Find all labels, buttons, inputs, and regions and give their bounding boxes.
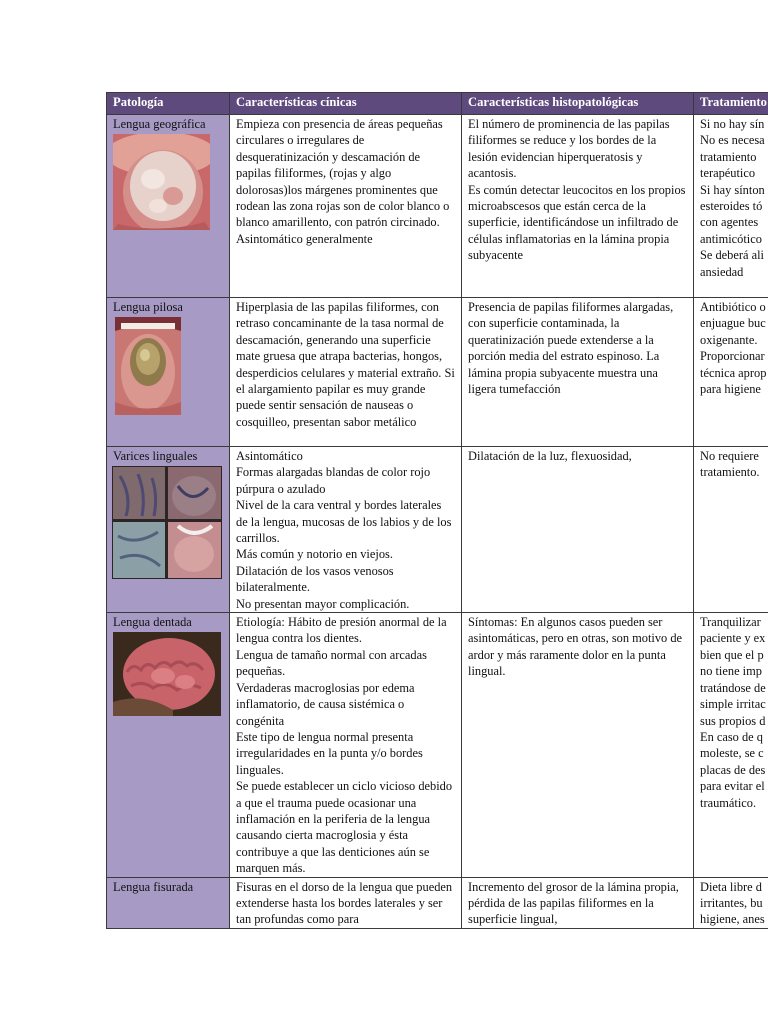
clinical-cell: Asintomático Formas alargadas blandas de color rojo púrpura o azulado Nivel de la cara ventral y bordes laterales de la lengua, mucosas de los labios y de los carrillos. Más común y notorio en viejos. Dilatación de los vasos venosos bilateralmente. No presentan mayor complicación. xyxy=(230,447,462,613)
clinical-cell: Hiperplasia de las papilas filiformes, con retraso concaminante de la tasa normal de descamación, generando una superficie mate gruesa que atrapa bacterias, hongos, desperdicios celulares y material extraño. Si el alargamiento papilar es muy grande puede sentir sensación de nauseas o cosquilleo, presentan sabor metálico xyxy=(230,298,462,447)
header-treatment: Tratamiento xyxy=(694,93,768,115)
header-pathology: Patología xyxy=(107,93,230,115)
histopathology-cell: Dilatación de la luz, flexuosidad, xyxy=(462,447,694,613)
table-row xyxy=(107,298,768,447)
tongue-crenated-photo xyxy=(113,632,221,716)
histopathology-cell: El número de prominencia de las papilas filiformes se reduce y los bordes de la lesión evidencian hiperqueratosis y acantosis. Es común detectar leucocitos en los propios microabscesos que están cerca de la superficie, identificándose un infiltrado de células inflamatorias en la lámina propia subyacente xyxy=(462,115,694,298)
pathology-table xyxy=(106,92,768,929)
table-row xyxy=(107,115,768,298)
pathology-name: Varices linguales xyxy=(113,449,198,463)
tongue-hairy-photo xyxy=(115,317,181,415)
pathology-name: Lengua pilosa xyxy=(113,300,183,314)
pathology-name: Lengua fisurada xyxy=(113,879,194,894)
treatment-cell: No requiere tratamiento. xyxy=(694,447,768,613)
tongue-varices-photo xyxy=(112,466,222,579)
clinical-cell: Etiología: Hábito de presión anormal de la lengua contra los dientes. Lengua de tamaño normal con arcadas pequeñas. Verdaderas macroglosias por edema inflamatorio, de causa sistémica o congénita Este tipo de lengua normal presenta irregularidades en la punta y/o bordes linguales. Se puede establecer un ciclo vicioso debido a que el trauma puede ocasionar una inflamación en la periferia de la lengua causando cierta macroglosia y ésta contribuye a que las denticiones aún se marquen más. xyxy=(230,613,462,878)
table-row xyxy=(107,613,768,878)
table-header-row xyxy=(107,93,768,115)
treatment-cell: Si no hay sín No es necesa tratamiento terapéutico Si hay sínton esteroides tó con agentes antimicótico Se deberá ali ansiedad xyxy=(694,115,768,298)
clinical-cell: Fisuras en el dorso de la lengua que pueden extenderse hasta los bordes laterales y ser tan profundas como para xyxy=(230,877,462,928)
pathology-name: Lengua geográfica xyxy=(113,117,206,131)
table-row xyxy=(107,877,768,928)
pathology-cell xyxy=(107,298,230,447)
pathology-cell xyxy=(107,613,230,878)
histopathology-cell: Presencia de papilas filiformes alargadas, con superficie contaminada, la queratinización puede extenderse a la porción media del estrato espinoso. La lámina propia subyacente muestra una ligera tumefacción xyxy=(462,298,694,447)
treatment-cell: Antibiótico o enjuague buc oxigenante. Proporcionar técnica aprop para higiene xyxy=(694,298,768,447)
treatment-cell: Tranquilizar paciente y ex bien que el p no tiene imp tratándose de simple irritac sus propios d En caso de q moleste, se c placas de des para evitar el traumático. xyxy=(694,613,768,878)
pathology-cell xyxy=(107,447,230,613)
header-clinical: Características cínicas xyxy=(230,93,462,115)
table-row xyxy=(107,447,768,613)
tongue-geographic-photo xyxy=(113,134,210,230)
histopathology-cell: Incremento del grosor de la lámina propia, pérdida de las papilas filiformes en la superficie lingual, xyxy=(462,877,694,928)
histopathology-cell: Síntomas: En algunos casos pueden ser asintomáticas, pero en otras, son motivo de ardor y más raramente dolor en la punta lingual. xyxy=(462,613,694,878)
pathology-name: Lengua dentada xyxy=(113,615,192,630)
pathology-cell xyxy=(107,877,230,928)
clinical-cell: Empieza con presencia de áreas pequeñas circulares o irregulares de desqueratinización y descamación de papilas filiformes, (rojas y algo dolorosas)los márgenes prominentes que rodean las zona rojas son de color blanco o blanco amarillento, con patrón circinado. Asintomático generalmente xyxy=(230,115,462,298)
pathology-cell xyxy=(107,115,230,298)
header-histopathology: Características histopatológicas xyxy=(462,93,694,115)
treatment-cell: Dieta libre d irritantes, bu higiene, anes xyxy=(694,877,768,928)
